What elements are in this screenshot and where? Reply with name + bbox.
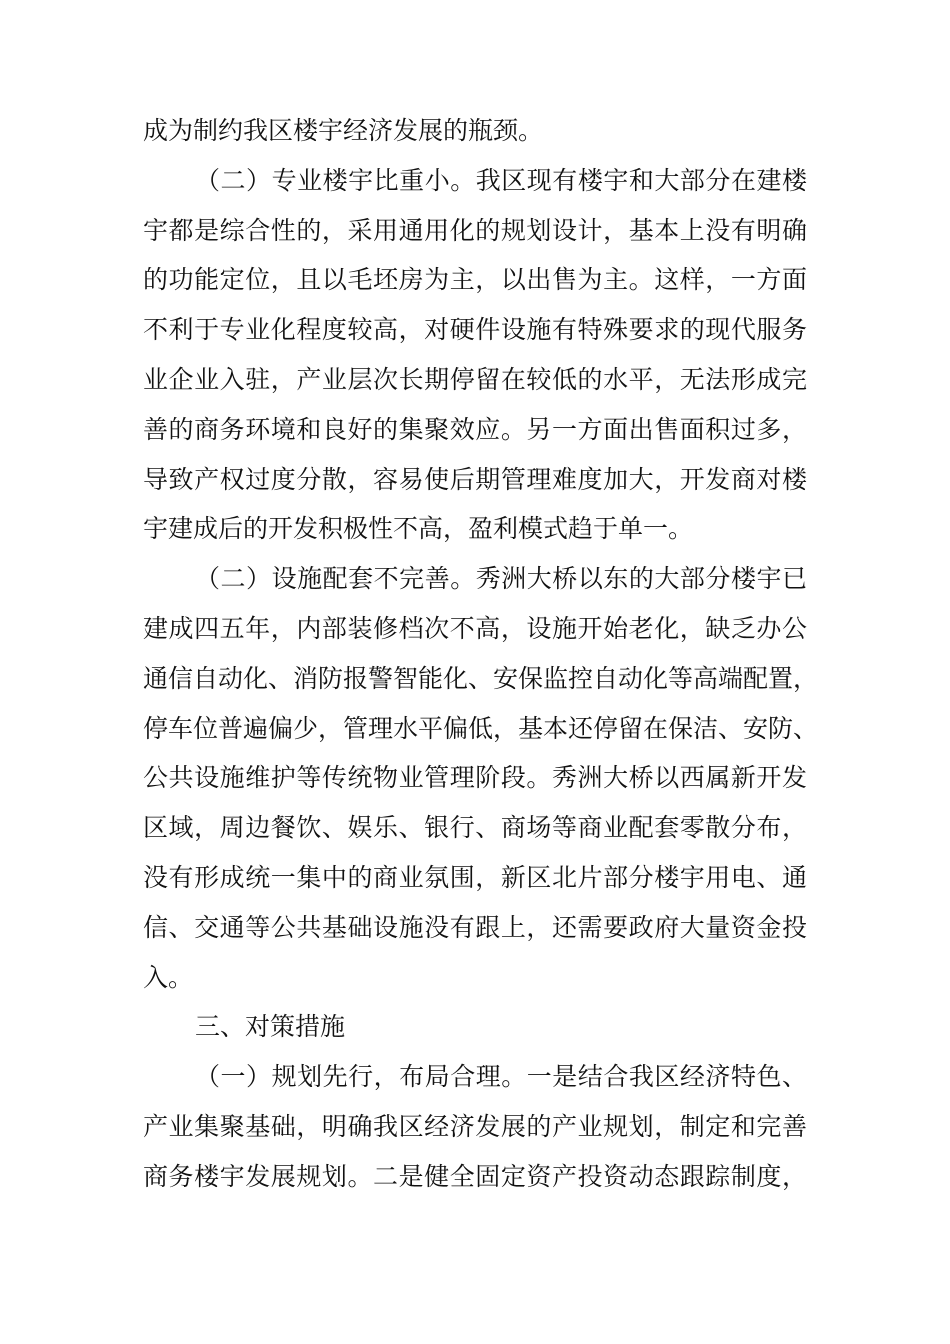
document-body <box>143 106 819 1202</box>
text-line: 业企业入驻，产业层次长期停留在较低的水平，无法形成完 <box>143 364 807 394</box>
text-line: 善的商务环境和良好的集聚效应。另一方面出售面积过多， <box>143 414 807 444</box>
text-line: 区域，周边餐饮、娱乐、银行、商场等商业配套零散分布， <box>143 813 807 843</box>
text-line: 的功能定位，且以毛坯房为主，以出售为主。这样，一方面 <box>143 265 807 295</box>
section-paragraph-start: （一）规划先行，布局合理。一是结合我区经济特色、 <box>195 1062 807 1092</box>
section-paragraph-start: （二）设施配套不完善。秀洲大桥以东的大部分楼宇已 <box>195 564 807 594</box>
text-line: 宇都是综合性的，采用通用化的规划设计，基本上没有明确 <box>143 215 807 245</box>
section-heading: 三、对策措施 <box>195 1012 346 1042</box>
text-line: 成为制约我区楼宇经济发展的瓶颈。 <box>143 116 544 145</box>
section-paragraph-start: （二）专业楼宇比重小。我区现有楼宇和大部分在建楼 <box>195 165 807 195</box>
text-line: 入。 <box>143 962 194 992</box>
text-line: 停车位普遍偏少，管理水平偏低，基本还停留在保洁、安防、 <box>143 713 819 743</box>
text-line: 信、交通等公共基础设施没有跟上，还需要政府大量资金投 <box>143 912 807 942</box>
text-line: 通信自动化、消防报警智能化、安保监控自动化等高端配置， <box>143 663 819 693</box>
text-line: 导致产权过度分散，容易使后期管理难度加大，开发商对楼 <box>143 464 807 494</box>
text-line: 没有形成统一集中的商业氛围，新区北片部分楼宇用电、通 <box>143 862 807 892</box>
text-line: 不利于专业化程度较高，对硬件设施有特殊要求的现代服务 <box>143 315 807 345</box>
text-line: 商务楼宇发展规划。二是健全固定资产投资动态跟踪制度， <box>143 1161 807 1191</box>
text-line: 建成四五年，内部装修档次不高，设施开始老化，缺乏办公 <box>143 613 807 643</box>
text-line: 产业集聚基础，明确我区经济发展的产业规划，制定和完善 <box>143 1111 807 1141</box>
text-line: 公共设施维护等传统物业管理阶段。秀洲大桥以西属新开发 <box>143 763 807 793</box>
text-line: 宇建成后的开发积极性不高，盈利模式趋于单一。 <box>143 514 694 544</box>
